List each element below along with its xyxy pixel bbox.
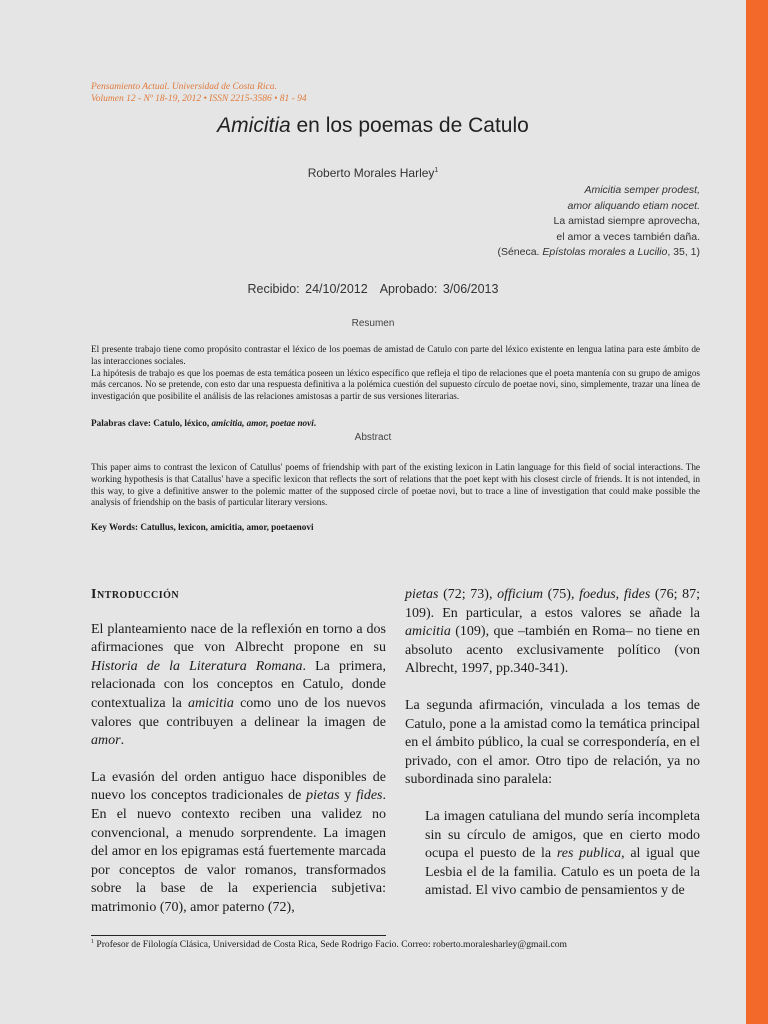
italic-run: fides (623, 587, 651, 602)
author-line (0, 166, 746, 180)
italic-run: amicitia (188, 695, 234, 711)
epigraph-source-work: Epístolas morales a Lucilio (542, 246, 668, 258)
resumen-keywords (91, 418, 316, 428)
text-run: (72; 73), (438, 587, 498, 602)
italic-run: officium (497, 587, 543, 602)
epigraph-line-1: Amicitia semper prodest, (584, 184, 700, 196)
received-date: Recibido: 24/10/2012 (247, 282, 368, 296)
epigraph-line-2: amor aliquando etiam nocet. (567, 199, 700, 212)
italic-run: foedus (579, 587, 616, 602)
right-paragraph-1 (405, 586, 700, 679)
text-run: El planteamiento nace de la reflexión en torno a dos afirmaciones que von Albrecht propone en su (91, 621, 386, 656)
author-footnote-mark: 1 (434, 167, 439, 174)
italic-run: pietas (405, 587, 439, 602)
text-run: La imagen catuliana del mundo sería incompleta sin su círculo de amigos, que en cierto modo ocupa el puesto de la (425, 808, 700, 862)
resumen-paragraph-2: La hipótesis de trabajo es que los poemas de esta temática poseen un léxico específico que refleja el tipo de relaciones que el poeta mantenía con su grupo de amigos más cercanos. No se pretende, con esto dar una respuesta definitiva a la polémica cuestión del supuesto círculo de poetae novi, sino, simplemente, trazar una línea de investigación que posibilite el análisis de las relaciones amistosas a partir de sus versiones literarias. (91, 367, 700, 402)
epigraph-line-4: el amor a veces también daña. (556, 230, 700, 243)
italic-run: pietas (306, 788, 340, 804)
author-name: Roberto Morales Harley (307, 166, 435, 180)
journal-name: Pensamiento Actual. Universidad de Costa Rica. (91, 82, 277, 92)
text-run: y (339, 788, 357, 804)
approved-date: Aprobado: 3/06/2013 (379, 282, 499, 296)
footnote-mark: 1 (91, 939, 94, 945)
italic-run: fides (356, 788, 383, 804)
epigraph-source-ref: , 35, 1) (667, 246, 700, 258)
keywords-end: . (313, 418, 317, 428)
resumen-paragraph-1: El presente trabajo tiene como propósito contrastar el léxico de los poemas de amistad de Catulo con parte del léxico existente en lengua latina para este ámbito de las interacciones sociales. (91, 344, 700, 366)
journal-header (91, 81, 307, 105)
section-heading-introduccion: Introducción (91, 587, 180, 602)
left-column (91, 586, 386, 936)
abstract-body (91, 462, 700, 509)
italic-run: res publica (556, 846, 622, 862)
epigraph (497, 183, 700, 261)
text-run: . En el nuevo contexto reciben una validez no convencional, a menudo sorprendente. La imagen del amor en los epigramas está fuertemente marcada por conceptos de valor romanos, transformados sobre la base de la experiencia subjetiva: matrimonio (70), amor paterno (72), (91, 788, 387, 915)
epigraph-source (497, 245, 700, 261)
text-run: (76; 87; 109). En particular, a estos valores se añade la (405, 587, 701, 621)
title-rest: en los poemas de Catulo (290, 114, 529, 137)
epigraph-line-3: La amistad siempre aprovecha, (553, 215, 700, 227)
block-quote (425, 808, 700, 901)
text-run: como uno de los nuevos valores que contribuyen a delinear la imagen de (91, 695, 386, 730)
text-run: . (120, 733, 125, 749)
orange-edge-stripe (746, 0, 768, 1024)
resumen-heading: Resumen (351, 318, 395, 329)
text-run: , (615, 587, 624, 602)
italic-run: Historia de la Literatura Romana (91, 658, 303, 674)
text-run: La evasión del orden antiguo hace disponibles de nuevo los conceptos tradicionales de (91, 769, 386, 804)
abstract-paragraph: This paper aims to contrast the lexicon of Catullus' poems of friendship with part of the existing lexicon in Latin language for this field of social interactions. The working hypothesis is that Catallus' have a specific lexicon that reflects the sort of relations that the poet kept with his closest circle of friends. It is not intended, in this way, to give a definitive answer to the polemic matter of the supposed circle of poetae novi, but to trace a line of investigation that could make possible the analysis of friendship on the basis of particular literary versions. (91, 462, 700, 508)
right-paragraph-2: La segunda afirmación, vinculada a los temas de Catulo, pone a la amistad como la temática principal en el ámbito público, la cual se correspondería, en el privado, con el amor. Otro tipo de relación, ya no subordinada sino paralela: (405, 697, 700, 788)
footnote-text: Profesor de Filología Clásica, Universidad de Costa Rica, Sede Rodrigo Facio. Correo: roberto.moralesharley@gmail.com (94, 939, 567, 951)
article-title (0, 114, 746, 138)
abstract-keywords: Key Words: Catullus, lexicon, amicitia, amor, poetaenovi (91, 522, 314, 532)
text-run: (109), que –también en Roma– no tiene en absoluto acento exclusivamente político (von Albrecht, 1997, pp.340-341). (405, 624, 700, 677)
text-run: (75), (543, 587, 580, 602)
epigraph-source-author: (Séneca. (497, 246, 540, 258)
title-italic: Amicitia (217, 114, 291, 137)
text-run: , al igual que Lesbia el de la familia. Catulo es un poeta de la amistad. El vivo cambio de pensamientos y de (425, 846, 700, 899)
dates-line (0, 282, 746, 296)
italic-run: amicitia (405, 624, 451, 640)
text-run: . La primera, relacionada con los conceptos en Catulo, donde contextualiza la (91, 658, 386, 711)
footnote-divider (91, 935, 386, 936)
left-paragraph-1 (91, 621, 386, 751)
resumen-body (91, 344, 700, 403)
right-column (405, 586, 700, 901)
keywords-label: Palabras clave: Catulo, léxico, (91, 418, 212, 428)
abstract-heading: Abstract (354, 432, 392, 443)
journal-volume: Volumen 12 - Nº 18-19, 2012 • ISSN 2215-3586 • 81 - 94 (91, 94, 307, 104)
keywords-italic: amicitia, amor, poetae novi (211, 418, 314, 428)
footnote (91, 939, 567, 950)
left-paragraph-2 (91, 769, 386, 918)
italic-run: amor (91, 733, 121, 749)
